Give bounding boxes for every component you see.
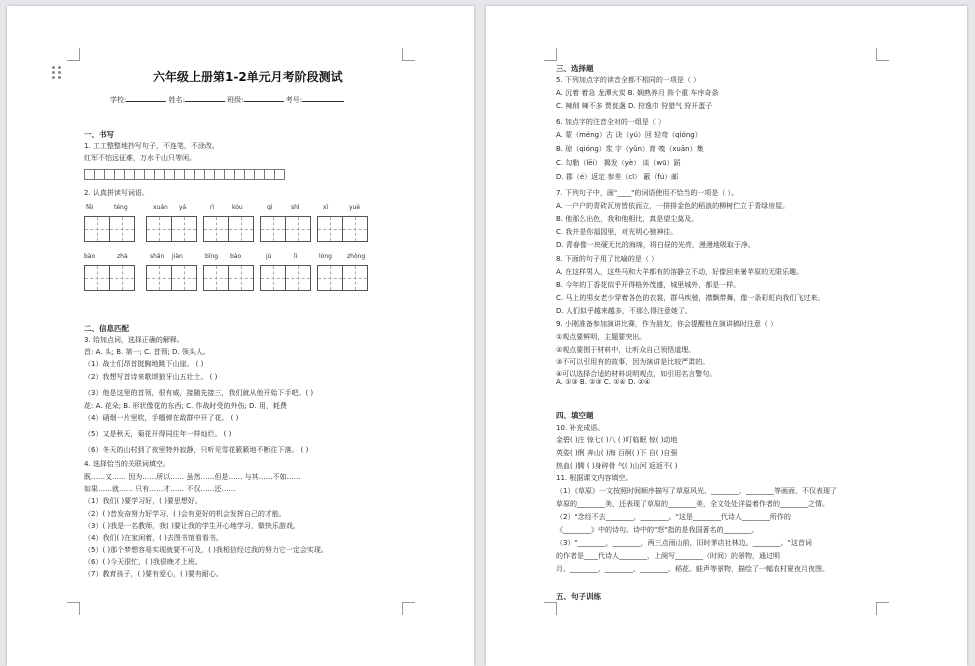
class-label: 班级: xyxy=(227,96,244,104)
question-line: A. ①③ B. ②③ C. ①④ D. ②④ xyxy=(556,378,651,386)
question-line: （1）我们( )要学习好，( )要思想好。 xyxy=(84,497,202,505)
pinyin-label: xuán xyxy=(153,204,168,211)
pinyin-label: bào xyxy=(84,253,96,260)
question-line: ④可以选择合适的材料说明观点，如引用名言警句。 xyxy=(556,370,717,378)
question-line: ③不可以引用有的故事，因为演讲是比较严肃的。 xyxy=(556,358,710,366)
name-blank[interactable] xyxy=(185,94,225,102)
exam-no-label: 考号: xyxy=(285,96,303,104)
question-line: 热血( )腾 ( )身碎骨 气( )山河 返返不( ) xyxy=(556,462,678,470)
tianzi-box[interactable] xyxy=(342,265,368,291)
class-blank[interactable] xyxy=(244,94,284,102)
question-text: 1. 工工整整地抄写句子，不连笔，不涂改。 xyxy=(84,142,219,150)
pinyin-label: téng xyxy=(114,204,128,211)
margin-mark-top-right xyxy=(402,48,415,61)
tianzi-box[interactable] xyxy=(171,265,197,291)
pinyin-label: rì xyxy=(210,204,215,211)
document-page-2 xyxy=(486,6,967,666)
pinyin-label: qì xyxy=(267,204,273,211)
section-heading: 四、填空题 xyxy=(556,411,594,420)
section-heading: 一、书写 xyxy=(84,130,114,139)
question-line: 7. 下列句子中，画"____"的词语使用不恰当的一项是（ ）。 xyxy=(556,189,739,197)
question-line: （6）( )今天很忙，( )我很晚才上班。 xyxy=(84,558,202,566)
section-heading: 五、句子训练 xyxy=(556,592,601,601)
question-line: 英姿( )俐 奔山( )海 百舸( )下 自( )自强 xyxy=(556,449,678,457)
student-info-line xyxy=(110,94,344,105)
poem-text: 红军不怕远征难，万水千山只等闲。 xyxy=(84,154,196,162)
question-line: （6）冬天的山村到了夜里特外寂静，只听见雪花簌簌地不断往下落。 ( ) xyxy=(84,446,309,454)
tianzi-box[interactable] xyxy=(203,216,229,242)
drag-handle-icon[interactable] xyxy=(51,66,63,80)
margin-mark-bottom-right xyxy=(876,602,889,615)
question-line: 11. 根据课文内容填空。 xyxy=(556,474,633,482)
school-blank[interactable] xyxy=(126,94,166,102)
question-line: （4）硝烟一片里吹，手榴弹在敌群中开了花。 ( ) xyxy=(84,414,239,422)
question-line: 6. 加点字的注音全对的一组是（ ） xyxy=(556,118,666,126)
pinyin-label: yuè xyxy=(349,204,361,211)
tianzi-box[interactable] xyxy=(146,265,172,291)
question-line: 5. 下列加点字的读音全都不相同的一项是（ ） xyxy=(556,76,701,84)
question-line: 草原的________美，还表现了草原的________美，全文处处洋溢着作者的________之情。 xyxy=(556,500,829,508)
question-line: 《________》中的诗句。诗中的"怒"指的是我国著名的________。 xyxy=(556,526,759,534)
tianzi-box[interactable] xyxy=(342,216,368,242)
question-line: D. 郡（é）返定 参差（cī） 蔽（fú）邮 xyxy=(556,173,679,181)
pinyin-label: báo xyxy=(230,253,242,260)
question-line: C. 勾勒（lēi） 揭发（yè） 谈（wū）蹈 xyxy=(556,159,681,167)
question-line: （3）"________，________，两三点雨山前，旧时茅店社林边。________。"这首词 xyxy=(556,539,812,547)
tianzi-box[interactable] xyxy=(146,216,172,242)
question-line: 金碧( )注 惊七( )八 ( )叮临眠 惊( )动地 xyxy=(556,436,678,444)
tianzi-box[interactable] xyxy=(171,216,197,242)
question-line: （7）教育孩子，( )要有爱心，( )要有耐心。 xyxy=(84,570,223,578)
question-line: （5）( )那个梦想容易实现就要不可及，( )我相信经过我的努力它一定会实现。 xyxy=(84,546,328,554)
question-line: （2）我想写首诗来歌颂狼牙山五壮士。 ( ) xyxy=(84,373,218,381)
section-heading: 三、选择题 xyxy=(556,64,594,73)
question-line: ②观点要围于材料中，让听众自己领悟道理。 xyxy=(556,346,696,354)
pinyin-label: zhòng xyxy=(347,253,366,260)
school-label: 学校: xyxy=(110,96,127,104)
question-line: A. 一户户的青砖瓦房皆依而立，一排排金色的稻浪的柳树伫立于青绿房屋。 xyxy=(556,202,790,210)
margin-mark-bottom-right xyxy=(402,602,415,615)
tianzi-box[interactable] xyxy=(285,216,311,242)
margin-mark-top-right xyxy=(876,48,889,61)
question-line: 10. 补充成语。 xyxy=(556,424,605,432)
question-line: 4. 选择恰当的关联词填空。 xyxy=(84,460,170,468)
margin-mark-bottom-left xyxy=(544,602,557,615)
margin-mark-top-left xyxy=(544,48,557,61)
question-line: A. 沉着 着急 龙潭火炭 B. 娴熟养月 阵个重 车序奇条 xyxy=(556,89,719,97)
pinyin-label: zhà xyxy=(117,253,128,260)
tianzi-box[interactable] xyxy=(228,216,254,242)
tianzi-box[interactable] xyxy=(317,216,343,242)
name-label: 姓名: xyxy=(168,96,185,104)
pinyin-label: bīng xyxy=(205,253,219,260)
page-title: 六年级上册第1-2单元月考阶段测试 xyxy=(153,70,343,84)
question-line: （1）战士们昂首挺胸地跳下山崖。 ( ) xyxy=(84,360,204,368)
pinyin-label: fēi xyxy=(86,204,94,211)
tianzi-box[interactable] xyxy=(109,216,135,242)
pinyin-label: jù xyxy=(266,253,272,260)
pinyin-label: yá xyxy=(179,204,187,211)
question-line: （3）他是这里的首领，很有威，接随先接三，我们就从他开始下手吧。( ) xyxy=(84,389,314,397)
tianzi-box[interactable] xyxy=(228,265,254,291)
pinyin-label: kòu xyxy=(232,204,243,211)
question-line: 的作者是____代诗人________，上阕写________（时间）的景物，通过明 xyxy=(556,552,780,560)
question-line: 月、________、________、________、稻花、蛙声等景物，描绘了一幅农村夏夜月夜图。 xyxy=(556,565,829,573)
question-line: 如果……就…… 只有……才…… 不仅……还…… xyxy=(84,485,236,493)
tianzi-box[interactable] xyxy=(260,216,286,242)
question-line: C. 辣削 辣不多 贾瓮盏 D. 狩逸巾 狩猎气 狩开蛋子 xyxy=(556,102,713,110)
margin-mark-top-left xyxy=(67,48,80,61)
question-line: （5）又是秋天，菊花开得同往年一样灿烂。 ( ) xyxy=(84,430,232,438)
question-line: ①观点要鲜明，主题要突出。 xyxy=(556,333,647,341)
pinyin-label: shān xyxy=(150,253,165,260)
section-heading: 二、信息匹配 xyxy=(84,324,129,333)
question-line: D. 人们似乎越来越多，不那么得注意她了。 xyxy=(556,307,692,315)
question-line: 首: A. 头; B. 第一; C. 首领; D. 领头人。 xyxy=(84,348,210,356)
margin-mark-bottom-left xyxy=(67,602,80,615)
question-line: B. 琼（qióng）浆 宇（yǔn）育 嗅（xuān）集 xyxy=(556,145,704,153)
pinyin-label: shì xyxy=(291,204,300,211)
question-line: A. 蒙（méng）古 诀（yú）回 轻弯（qióng） xyxy=(556,131,702,139)
question-line: B. 他那么出色，我和他相比，真是望尘莫及。 xyxy=(556,215,699,223)
tianzi-box[interactable] xyxy=(317,265,343,291)
question-line: （4）我们( )在家闲着，( )去图书馆看看书。 xyxy=(84,534,223,542)
question-line: 8. 下面的句子用了比喻的是（ ） xyxy=(556,255,659,263)
question-line: （2）"念经不去________，________。"这是________代诗人________所作的 xyxy=(556,513,791,521)
question-line: 3. 给加点词，选择正确的解释。 xyxy=(84,336,184,344)
question-line: A. 在这样男人，这些马和大羊都有的溶静立不动，好像回来暑苹原的无限乐趣。 xyxy=(556,268,804,276)
tianzi-box[interactable] xyxy=(285,265,311,291)
pinyin-label: lóng xyxy=(319,253,332,260)
question-line: （1）《草原》一文按照时间顺序描写了草原风光、________、________等画面，不仅表现了 xyxy=(556,487,837,495)
tianzi-box[interactable] xyxy=(109,265,135,291)
question-line: 9. 小刚准备参加演讲比赛，作为朋友，你会提醒他在演讲稿时注意（ ） xyxy=(556,320,778,328)
question-line: 花: A. 花朵; B. 形状像花的东西; C. 作战时受的外伤; D. 用，耗费 xyxy=(84,402,287,410)
tianzi-box[interactable] xyxy=(84,216,110,242)
tianzi-box[interactable] xyxy=(84,265,110,291)
question-line: （2）( )昔发奋努力好学习，( )会有更好的机会发挥自己的才能。 xyxy=(84,510,286,518)
pinyin-label: jiàn xyxy=(172,253,183,260)
document-page-1 xyxy=(7,6,474,666)
question-line: 既……又…… 因为……所以…… 虽然……但是…… 与其……不如…… xyxy=(84,473,301,481)
exam-no-blank[interactable] xyxy=(302,94,344,102)
question-line: D. 青春像一块硬无比的海绵，将白昼的光亮，漫漫地吸取于净。 xyxy=(556,241,755,249)
tianzi-box[interactable] xyxy=(203,265,229,291)
pinyin-label: xī xyxy=(323,204,329,211)
writing-grid[interactable] xyxy=(84,169,284,180)
pinyin-label: lì xyxy=(294,253,298,260)
question-text: 2. 认真拼读写词语。 xyxy=(84,189,149,197)
question-line: C. 马上的男女老少穿着各色的衣裳，群马疾驰，襟飘带舞，像一条彩虹向我们飞过来。 xyxy=(556,294,825,302)
question-line: （3）( )我是一名教师，我( )要让我的学生开心地学习，做快乐游戏。 xyxy=(84,522,300,530)
question-line: C. 我并是你福园里，对光明心驰神往。 xyxy=(556,228,678,236)
question-line: B. 今年的丁香花似乎开得格外茂盛，城里城外，都是一样。 xyxy=(556,281,741,289)
tianzi-box[interactable] xyxy=(260,265,286,291)
